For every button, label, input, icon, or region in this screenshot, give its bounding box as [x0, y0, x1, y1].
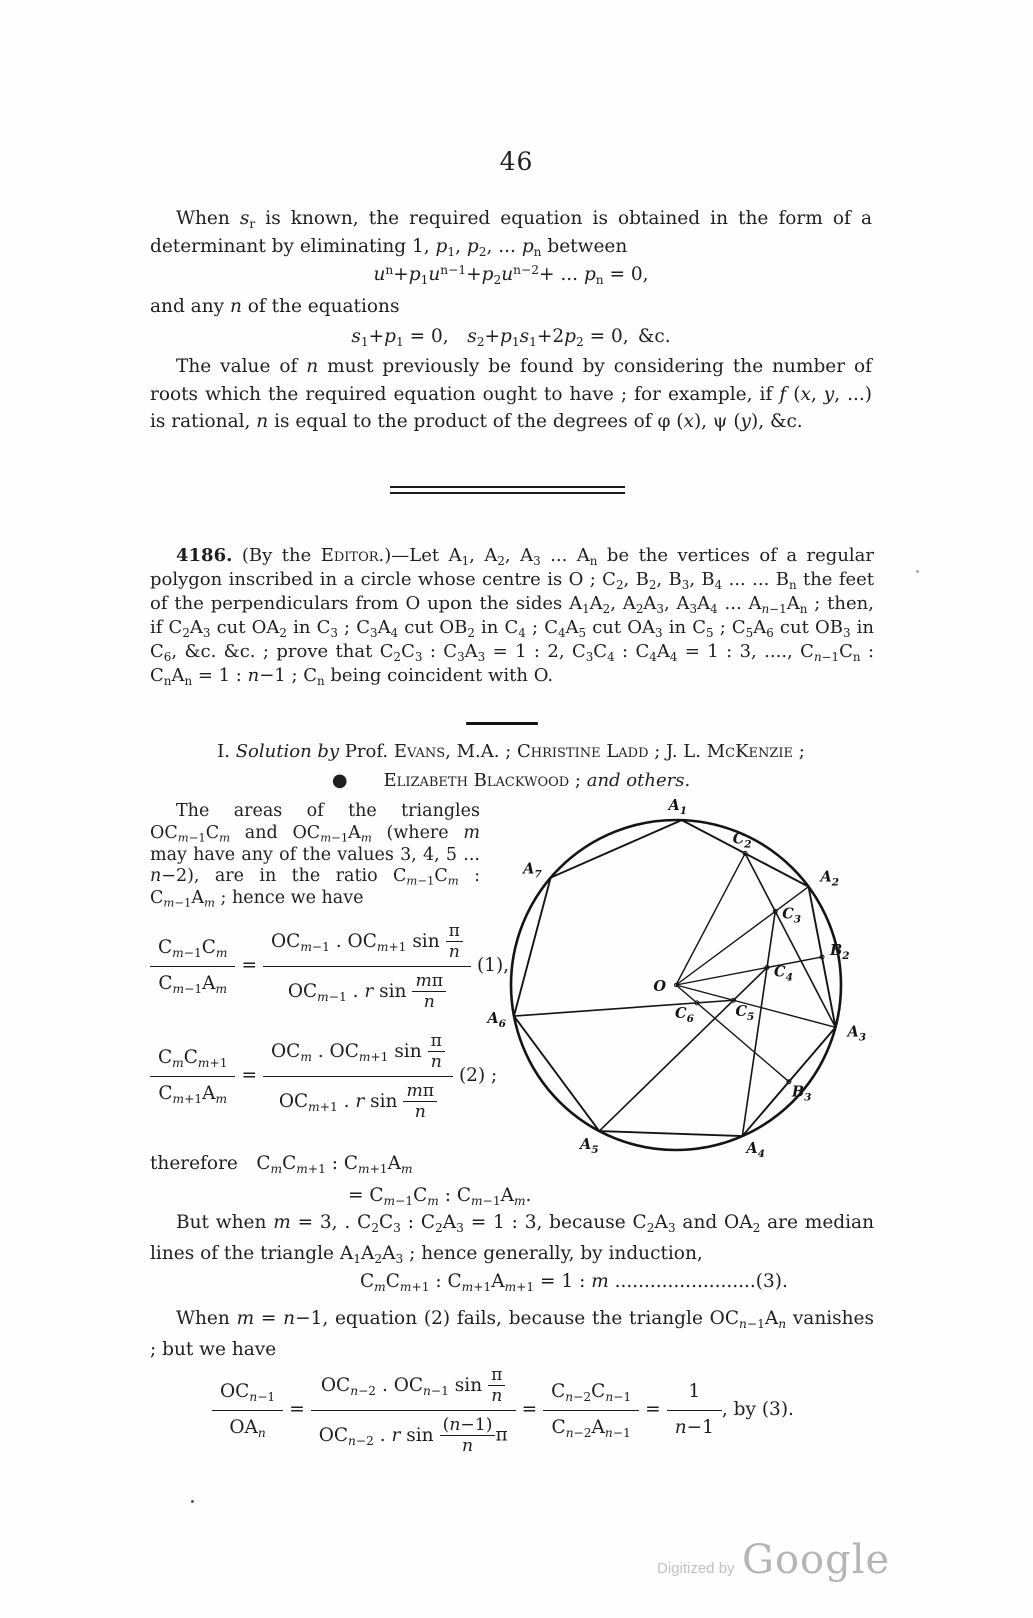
final-equation-tail: , by (3).: [721, 1399, 794, 1421]
figure-label-B3: $B_3$: [791, 1083, 812, 1104]
equals-sign: =: [645, 1399, 661, 1421]
mpi-over-n-fraction: $\frac{m\pi}{n}$: [412, 972, 446, 1011]
section-divider-double-rule: [390, 486, 625, 494]
final-ratio-fraction: $\frac{C_{n-2}C_{n-1}}{C_{n-2}A_{n-1}}$: [543, 1378, 639, 1443]
intro-paragraph-3: The value of n must previously be found by considering the number of roots which the required equation ought to have ; for example, if f (x, y, ...) is rational, n is equal to the product of the degrees of φ (x), ψ (y), &c.: [150, 356, 872, 432]
equation-2-lhs: $\frac{C_mC_{m+1}}{C_{m+1}A_m}$: [150, 1044, 235, 1109]
equals-sign: =: [241, 955, 257, 977]
figure-label-A5: $A_5$: [579, 1136, 599, 1157]
problem-statement: [150, 544, 874, 688]
chord-line-C5-A6: [514, 1000, 734, 1016]
solution-divider-dash: [466, 722, 538, 725]
mpi-over-n-fraction: $\frac{m\pi}{n}$: [403, 1082, 437, 1121]
intro-paragraph-2: and any n of the equations: [150, 296, 400, 317]
solvers-heading-line1: I. Solution by Prof. Evans, M.A. ; Christine Ladd ; J. L. McKenzie ;: [217, 741, 805, 762]
problem-number: 4186.: [176, 545, 233, 566]
scan-speck: [191, 1500, 194, 1503]
watermark-digitized-by: Digitized by: [657, 1560, 735, 1577]
equation-final: [212, 1364, 794, 1457]
figure-label-C6: $C_6$: [675, 1004, 694, 1025]
equals-sign: =: [241, 1065, 257, 1087]
figure-label-A3: $A_3$: [847, 1023, 867, 1044]
equation-2: [150, 1030, 497, 1123]
equation-2-tag: (2) ;: [458, 1065, 498, 1087]
figure-svg: [471, 790, 931, 1165]
figure-label-C2: $C_2$: [732, 830, 752, 851]
figure-label-A1: $A_1$: [668, 797, 688, 818]
radius-line-O-B2: [676, 957, 822, 985]
figure-label-C5: $C_5$: [735, 1003, 755, 1024]
final-middle-fraction: $OC_{n-2}$ . $OC_{n-1}$ sin $\frac{\pi}{n}$ $OC_{n-2}$ . r sin $\frac{(n-1)}{n}$ π: [311, 1364, 516, 1457]
equation-3: $C_mC_{m+1}$ : $C_{m+1}A_{m+1} = 1$ : m ........................(3).: [360, 1271, 788, 1294]
intro-paragraph-1: When $s_r$ is known, the required equation is obtained in the form of a determinant by eliminating 1, $p_1$, $p_2$, ... $p_n$ between: [150, 208, 872, 259]
equation-s-newton: $s_1+p_1 = 0$, $s_2+p_1s_1+2p_2 = 0$, &c.: [351, 326, 671, 349]
equation-1-lhs: $\frac{C_{m-1}C_m}{C_{m-1}A_m}$: [150, 934, 235, 999]
n-minus-1-over-n-fraction: $\frac{(n-1)}{n}$: [440, 1416, 496, 1455]
figure-label-B2: $B_2$: [829, 941, 850, 962]
solution-paragraph-3: When m = n−1, equation (2) fails, because the triangle $OC_{n-1}A_n$ vanishes ; but we have: [150, 1308, 875, 1360]
problem-text: (By the Editor.)—Let $A_1$, $A_2$, $A_3$ ... $A_n$ be the vertices of a regular polygon inscribed in a circle whose centre is O ; $C_2$, $B_2$, $B_3$, $B_4$ ... ... $B_n$ the feet of the perpendiculars from O upon the sides $A_1A_2$, $A_2A_3$, $A_3A_4$ ... $A_{n-1}A_n$ ; then, if $C_2A_3$ cut $OA_2$ in $C_3$ ; $C_3A_4$ cut $OB_2$ in $C_4$ ; $C_4A_5$ cut $OA_3$ in $C_5$ ; $C_5A_6$ cut $OB_3$ in $C_6$, &c. &c. ; prove that $C_2C_3$ : $C_3A_3 = 1$ : 2, $C_3C_4$ : $C_4A_4 = 1$ : 3, ...., $C_{n-1}C_n$ : $C_nA_n = 1$ : n−1 ; $C_n$ being coincident with O.: [150, 545, 875, 688]
final-lhs-fraction: $\frac{OC_{n-1}}{OA_n}$: [212, 1378, 283, 1443]
figure-label-C4: $C_4$: [774, 963, 793, 984]
therefore-line-1: therefore $C_mC_{m+1}$ : $C_{m+1}A_m$: [150, 1153, 413, 1176]
solvers-heading-line2: ● Elizabeth Blackwood ; and others.: [331, 770, 691, 791]
final-value-fraction: $\frac{1}{n-1}$: [667, 1378, 722, 1443]
figure-label-A7: $A_7$: [523, 860, 542, 881]
equals-sign: =: [289, 1399, 305, 1421]
figure-label-C3: $C_3$: [782, 905, 802, 926]
radius-line-O-C2: [676, 853, 745, 985]
solution-paragraph-2: But when m = 3, . $C_2C_3$ : $C_2A_3 = 1$ : 3, because $C_2A_3$ and $OA_2$ are median lines of the triangle $A_1A_2A_3$ ; hence generally, by induction,: [150, 1212, 874, 1266]
equation-2-rhs: $OC_m$ . $OC_{m+1}$ sin $\frac{\pi}{n}$ $OC_{m+1}$ . r sin $\frac{m\pi}{n}$: [263, 1030, 453, 1123]
figure-label-A6: $A_6$: [487, 1010, 506, 1031]
pi-over-n-fraction: $\frac{\pi}{n}$: [446, 922, 463, 961]
pi-over-n-fraction: $\frac{\pi}{n}$: [488, 1366, 505, 1405]
equals-sign: =: [521, 1399, 538, 1421]
equation-1-rhs: $OC_{m-1}$ . $OC_{m+1}$ sin $\frac{\pi}{n}$ $OC_{m-1}$ . r sin $\frac{m\pi}{n}$: [263, 920, 471, 1013]
equation-1: [150, 920, 509, 1013]
page-number: 46: [499, 147, 534, 176]
therefore-line-2: = $C_{m-1}C_m$ : $C_{m-1}A_m$.: [348, 1185, 532, 1208]
figure-label-A2: $A_2$: [820, 868, 840, 889]
figure-heptagon-diagram: [471, 790, 931, 1165]
google-logo: Google: [742, 1537, 891, 1583]
scan-speck: [916, 570, 919, 573]
pi-over-n-fraction: $\frac{\pi}{n}$: [428, 1032, 445, 1071]
solution-paragraph-1: The areas of the triangles $OC_{m-1}C_m$ and $OC_{m-1}A_m$ (where m may have any of the values 3, 4, 5 ... n−2), are in the ratio $C_{m-1}C_m$ : $C_{m-1}A_m$ ; hence we have: [150, 801, 480, 910]
chord-line-C4-A5: [599, 968, 767, 1132]
equation-u-series: $u^n+p_1u^{n-1}+p_2u^{n-2}+$ ... $p_n = 0$,: [373, 262, 649, 287]
figure-label-O: O: [653, 978, 666, 995]
equation-1-tag: (1),: [476, 955, 510, 977]
figure-label-A4: $A_4$: [746, 1140, 765, 1161]
